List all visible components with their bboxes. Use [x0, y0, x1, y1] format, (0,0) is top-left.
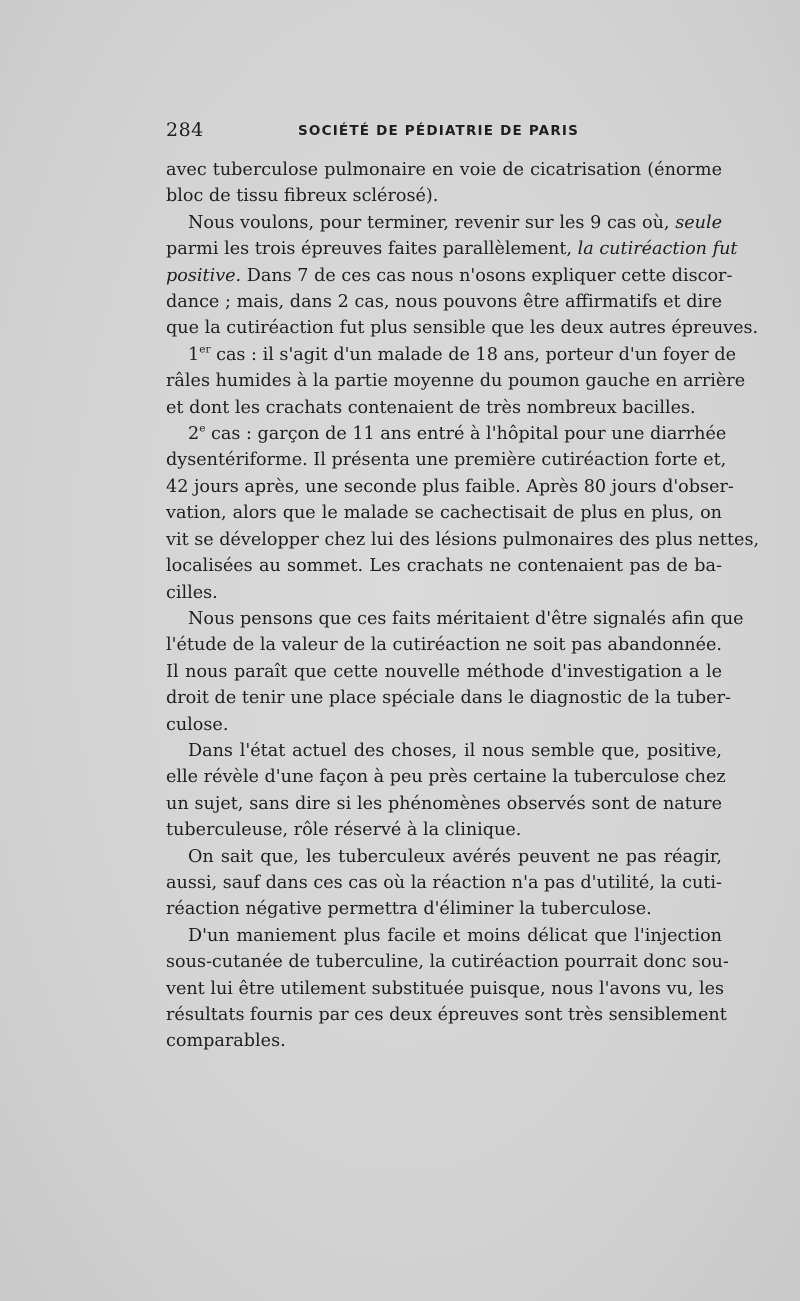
page-number: 284 — [166, 119, 204, 141]
text-run: cas : garçon de 11 ans entré à l'hôpital pour une diarrhée — [211, 424, 727, 445]
text-line: On sait que, les tuberculeux avérés peuvent ne pas réagir, — [188, 846, 722, 867]
text-line: râles humides à la partie moyenne du poumon gauche en arrière — [166, 371, 746, 392]
paragraph-6 — [166, 738, 726, 844]
text-line: sous-cutanée de tuberculine, la cutiréaction pourrait donc sou- — [166, 952, 729, 973]
case-number: 1 — [188, 344, 200, 365]
text-line: comparables. — [166, 1031, 286, 1052]
case-number: 2 — [188, 424, 200, 445]
text-line: l'étude de la valeur de la cutiréaction ne soit pas abandonnée. — [166, 635, 722, 656]
paragraph-case-1 — [166, 342, 746, 421]
text-line: Dans l'état actuel des choses, il nous semble que, positive, — [188, 740, 722, 761]
text-line: Il nous paraît que cette nouvelle méthode d'investigation a le — [166, 661, 722, 682]
paragraph-2 — [166, 210, 759, 342]
text-line: avec tuberculose pulmonaire en voie de cicatrisation (énorme — [166, 160, 722, 180]
ordinal-suffix: e — [199, 422, 206, 435]
text-line — [166, 236, 738, 262]
body-text — [166, 157, 760, 1055]
emphasis-text: la cutiréaction fut — [577, 239, 738, 260]
paragraph-7 — [166, 844, 722, 923]
text-line: D'un maniement plus facile et moins délicat que l'injection — [188, 925, 722, 946]
emphasis-text: seule — [675, 212, 723, 233]
text-line — [166, 342, 737, 368]
text-line: localisées au sommet. Les crachats ne contenaient pas de ba- — [166, 556, 722, 577]
text-line: droit de tenir une place spéciale dans le diagnostic de la tuber- — [166, 688, 731, 709]
text-line: cilles. — [166, 582, 218, 603]
text-run: Dans 7 de ces cas nous n'osons expliquer cette discor- — [246, 265, 733, 286]
text-line: résultats fournis par ces deux épreuves sont très sensiblement — [166, 1005, 727, 1025]
text-line: un sujet, sans dire si les phénomènes observés sont de nature — [166, 793, 722, 814]
text-run: cas : il s'agit d'un malade de 18 ans, porteur d'un foyer de — [216, 344, 737, 365]
page-header — [166, 119, 721, 143]
text-run: parmi les trois épreuves faites parallèlement, — [166, 239, 573, 260]
text-line: vent lui être utilement substituée puisque, nous l'avons vu, les — [166, 978, 725, 999]
text-line: 42 jours après, une seconde plus faible. Après 80 jours d'obser- — [166, 476, 734, 497]
text-line: vation, alors que le malade se cachectisait de plus en plus, on — [166, 503, 722, 524]
paragraph-1 — [166, 157, 722, 210]
text-line: réaction négative permettra d'éliminer la tuberculose. — [166, 899, 652, 920]
text-line: tuberculeuse, rôle réservé à la clinique. — [166, 820, 522, 841]
text-line: bloc de tissu fibreux sclérosé). — [166, 186, 439, 207]
text-line: dance ; mais, dans 2 cas, nous pouvons être affirmatifs et dire — [166, 292, 722, 313]
running-title: SOCIÉTÉ DE PÉDIATRIE DE PARIS — [298, 123, 580, 139]
text-line: que la cutiréaction fut plus sensible que les deux autres épreuves. — [166, 318, 759, 339]
text-line: vit se développer chez lui des lésions pulmonaires des plus nettes, — [166, 529, 760, 550]
text-line — [166, 210, 722, 236]
text-line — [166, 263, 733, 289]
text-line: Nous pensons que ces faits méritaient d'être signalés afin que — [188, 608, 744, 629]
text-line: elle révèle d'une façon à peu près certaine la tuberculose chez — [166, 767, 726, 788]
paragraph-8 — [166, 923, 729, 1055]
paragraph-case-2 — [166, 421, 760, 606]
ordinal-suffix: er — [199, 343, 211, 356]
text-line: et dont les crachats contenaient de très nombreux bacilles. — [166, 397, 696, 418]
text-line: aussi, sauf dans ces cas où la réaction n'a pas d'utilité, la cuti- — [166, 872, 723, 893]
paragraph-5 — [166, 606, 744, 738]
emphasis-text: positive. — [166, 265, 242, 286]
text-line — [166, 421, 727, 447]
text-run: Nous voulons, pour terminer, revenir sur les 9 cas où, — [188, 212, 670, 233]
text-line: dysentériforme. Il présenta une première cutiréaction forte et, — [166, 450, 727, 471]
text-line: culose. — [166, 714, 229, 735]
